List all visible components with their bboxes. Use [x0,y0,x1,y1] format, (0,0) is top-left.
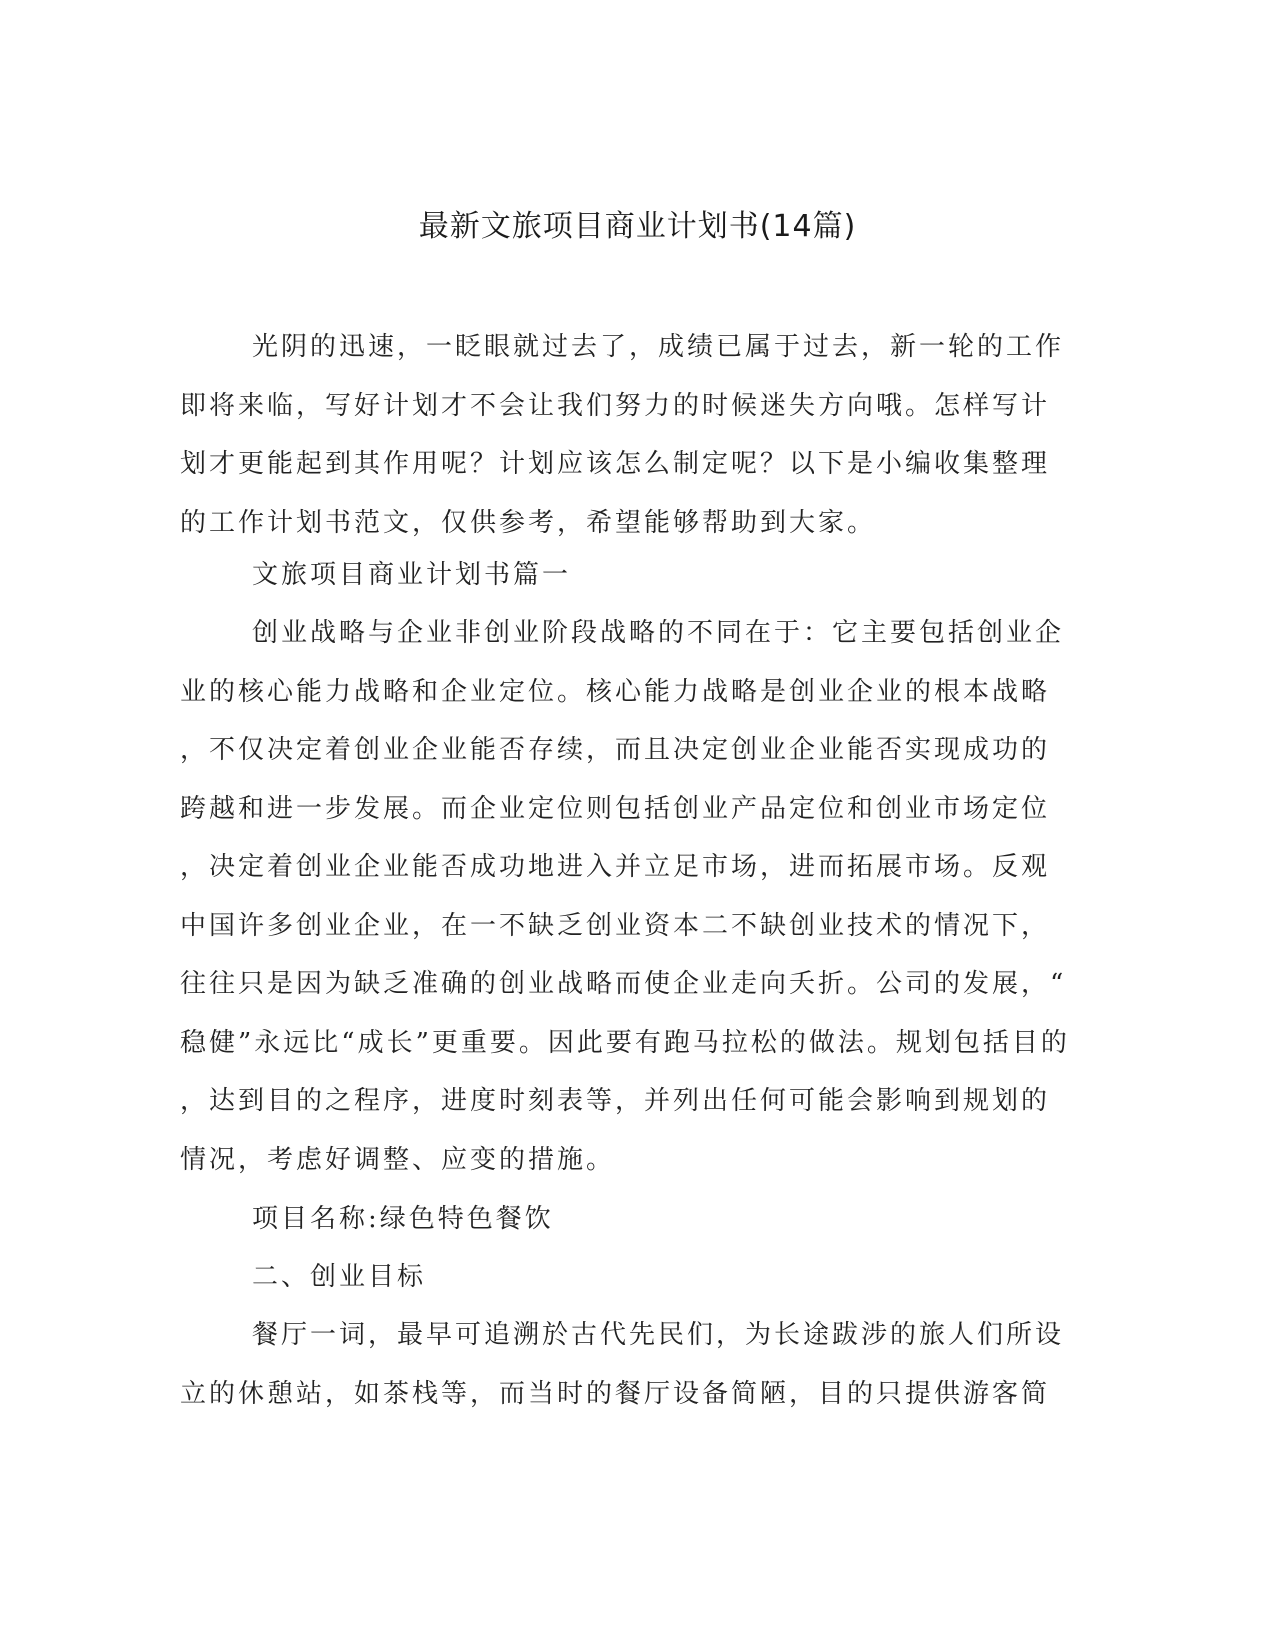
strategy-line: ，达到目的之程序，进度时刻表等，并列出任何可能会影响到规划的 [180,1086,1051,1116]
strategy-line: ，决定着创业企业能否成功地进入并立足市场，进而拓展市场。反观 [180,852,1051,882]
strategy-line: 情况，考虑好调整、应变的措施。 [180,1144,616,1175]
project-name-text: 项目名称:绿色特色餐饮 [252,1204,554,1234]
section-heading-text: 文旅项目商业计划书篇一 [252,560,572,590]
restaurant-paragraph [180,1305,1065,1422]
intro-line: 的工作计划书范文，仅供参考，希望能够帮助到大家。 [180,507,877,538]
strategy-line: 跨越和进一步发展。而企业定位则包括创业产品定位和创业市场定位 [180,793,1051,824]
document-title: 最新文旅项目商业计划书(14篇) [418,209,857,244]
restaurant-line: 立的休憩站，如茶栈等，而当时的餐厅设备简陋，目的只提供游客简 [180,1378,1051,1409]
strategy-line: 业的核心能力战略和企业定位。核心能力战略是创业企业的根本战略 [180,676,1051,707]
project-name-paragraph [180,1189,1040,1248]
strategy-paragraph [180,603,1070,1188]
intro-line: 划才更能起到其作用呢？计划应该怎么制定呢？以下是小编收集整理 [180,449,1051,479]
strategy-line: ，不仅决定着创业企业能否存续，而且决定创业企业能否实现成功的 [180,735,1051,765]
intro-line: 光阴的迅速，一眨眼就过去了，成绩已属于过去，新一轮的工作 [252,332,1065,362]
goal-heading-text: 二、创业目标 [252,1262,427,1292]
section-heading-1 [180,545,1040,604]
strategy-line: 创业战略与企业非创业阶段战略的不同在于：它主要包括创业企 [252,618,1065,648]
strategy-line: 往往只是因为缺乏准确的创业战略而使企业走向夭折。公司的发展，“ [180,969,1067,999]
goal-heading-paragraph [180,1247,1040,1306]
intro-line: 即将来临，写好计划才不会让我们努力的时候迷失方向哦。怎样写计 [180,390,1051,421]
intro-paragraph [180,317,1065,551]
restaurant-line: 餐厅一词，最早可追溯於古代先民们，为长途跋涉的旅人们所设 [252,1320,1065,1350]
strategy-line: 中国许多创业企业，在一不缺乏创业资本二不缺创业技术的情况下， [180,910,1051,941]
strategy-line: 稳健”永远比“成长”更重要。因此要有跑马拉松的做法。规划包括目的 [180,1027,1070,1058]
